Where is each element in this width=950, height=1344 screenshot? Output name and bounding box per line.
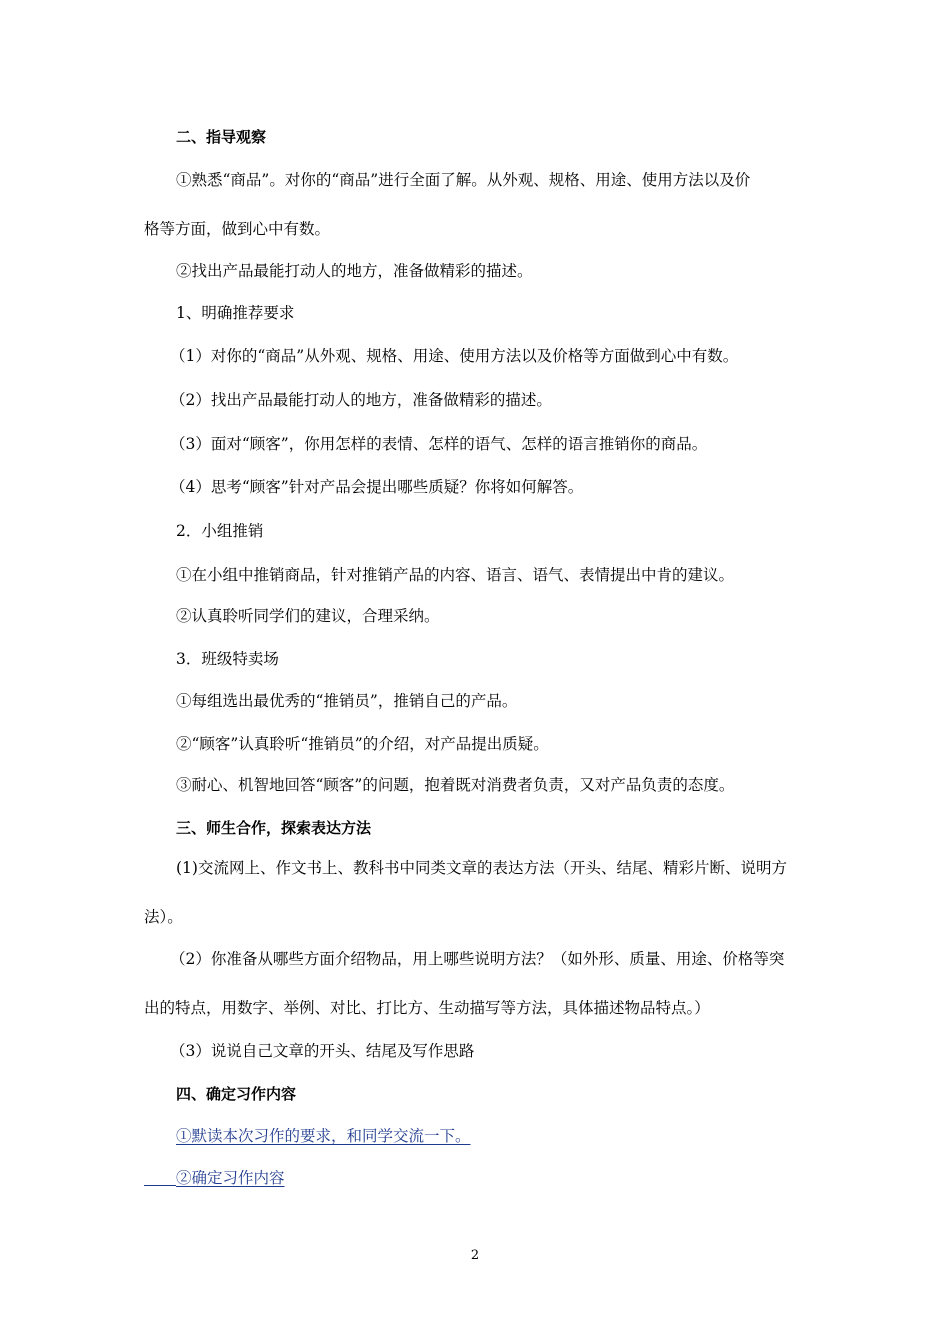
paragraph-observe-2: ②找出产品最能打动人的地方，准备做精彩的描述。 (176, 262, 533, 280)
cooperation-1-cont: 法）。 (144, 908, 183, 926)
subheading-requirements: 1、明确推荐要求 (176, 304, 295, 322)
subheading-class-sale: 3．班级特卖场 (176, 650, 279, 668)
requirement-3: （3）面对“顾客”，你用怎样的表情、怎样的语气、怎样的语言推销你的商品。 (170, 435, 708, 453)
paragraph-observe-1-cont: 格等方面，做到心中有数。 (144, 220, 331, 238)
group-sales-1: ①在小组中推销商品，针对推销产品的内容、语言、语气、表情提出中肯的建议。 (176, 566, 735, 584)
content-link-1[interactable] (176, 1125, 814, 1147)
requirement-4: （4）思考“顾客”针对产品会提出哪些质疑？你将如何解答。 (170, 478, 584, 496)
section-heading-observe: 二、指导观察 (176, 128, 267, 146)
cooperation-2: （2）你准备从哪些方面介绍物品，用上哪些说明方法？（如外形、质量、用途、价格等突 (170, 950, 785, 968)
subheading-group-sales: 2．小组推销 (176, 522, 264, 540)
page-number: 2 (470, 1248, 480, 1263)
cooperation-1: (1)交流网上、作文书上、教科书中同类文章的表达方法（开头、结尾、精彩片断、说明方 (176, 859, 787, 877)
section-heading-cooperation: 三、师生合作，探索表达方法 (176, 819, 372, 837)
paragraph-observe-1: ①熟悉“商品”。对你的“商品”进行全面了解。从外观、规格、用途、使用方法以及价 (176, 171, 751, 189)
class-sale-2: ②“顾客”认真聆听“推销员”的介绍，对产品提出质疑。 (176, 735, 549, 753)
cooperation-3: （3）说说自己文章的开头、结尾及写作思路 (170, 1042, 475, 1060)
class-sale-3: ③耐心、机智地回答“顾客”的问题，抱着既对消费者负责，又对产品负责的态度。 (176, 776, 735, 794)
link-underline-lead (144, 1169, 176, 1186)
content-link-2[interactable] (144, 1167, 814, 1189)
requirement-2: （2）找出产品最能打动人的地方，准备做精彩的描述。 (170, 391, 552, 409)
cooperation-2-cont: 出的特点，用数字、举例、对比、打比方、生动描写等方法，具体描述物品特点。） (144, 999, 710, 1017)
requirement-1: （1）对你的“商品”从外观、规格、用途、使用方法以及价格等方面做到心中有数。 (170, 347, 739, 365)
content-link-2-text[interactable]: ②确定习作内容 (176, 1169, 285, 1187)
content-link-1-text[interactable]: ①默读本次习作的要求，和同学交流一下。 (176, 1127, 471, 1145)
class-sale-1: ①每组选出最优秀的“推销员”，推销自己的产品。 (176, 692, 518, 710)
group-sales-2: ②认真聆听同学们的建议，合理采纳。 (176, 607, 440, 625)
section-heading-content: 四、确定习作内容 (176, 1085, 297, 1103)
